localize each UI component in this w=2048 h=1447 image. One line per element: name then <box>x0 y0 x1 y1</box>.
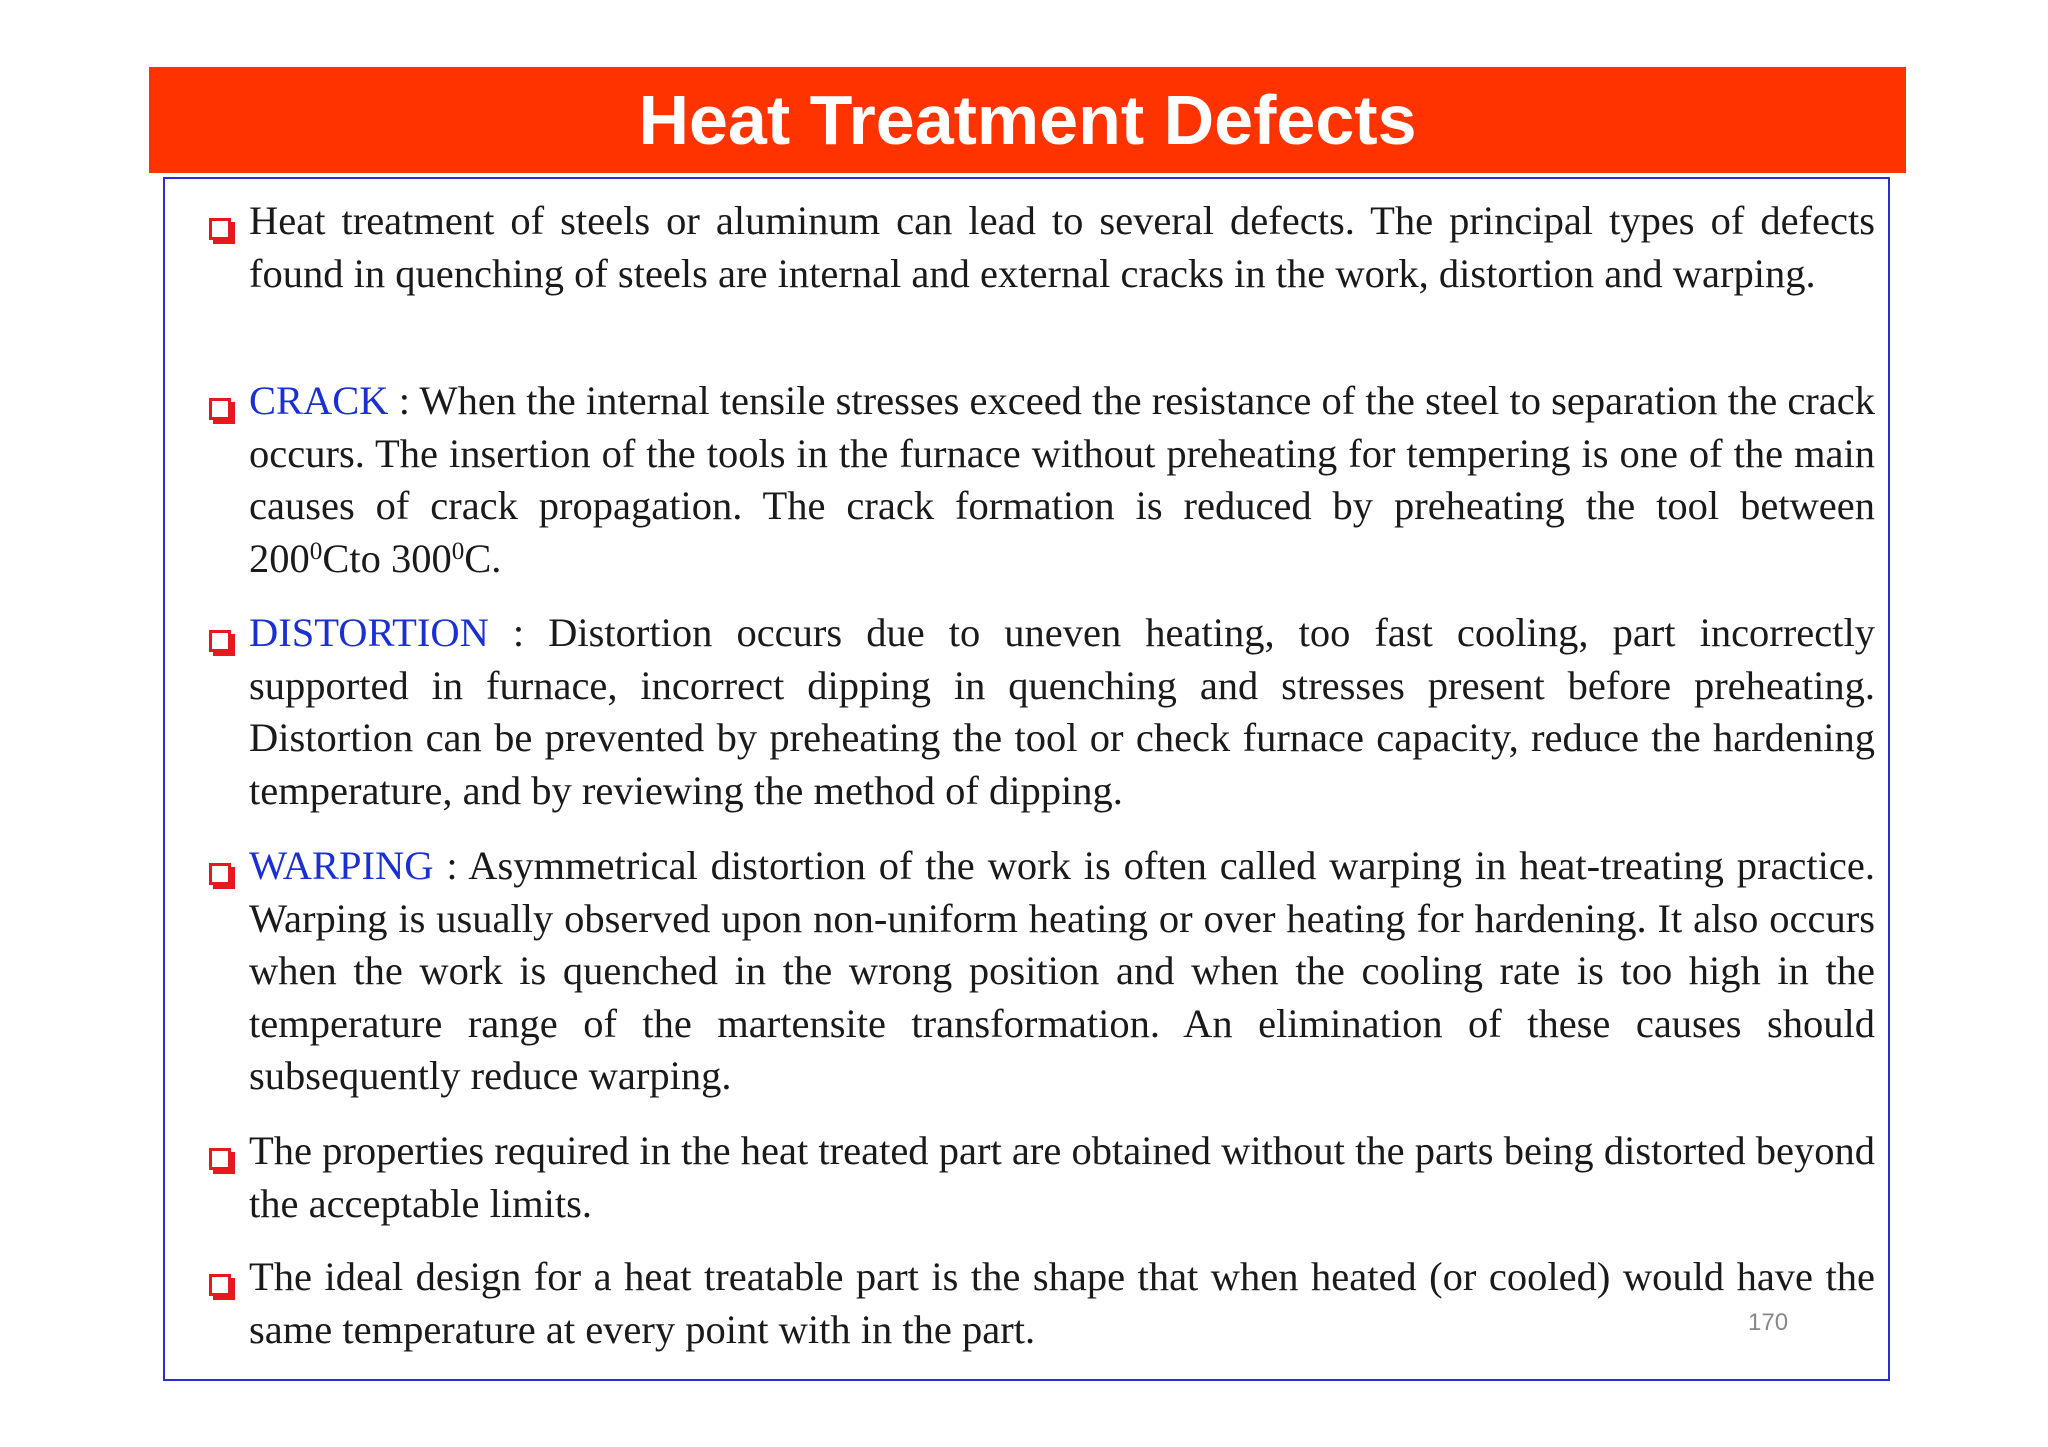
keyword-warping: WARPING <box>249 843 434 888</box>
square-bullet-icon <box>209 630 231 652</box>
paragraph-warping: WARPING : Asymmetrical distortion of the work is often called warping in heat-treating practice. Warping is usually observed upon non-uniform heating or over heating for hardening. It also occurs when the work is quenched in the wrong position and when the cooling rate is too high in the temperature range of the martensite transformation. An elimination of these causes should subsequently reduce warping. <box>249 843 1875 1099</box>
content-box <box>163 177 1890 1381</box>
square-bullet-icon <box>209 218 231 240</box>
keyword-distortion: DISTORTION <box>249 610 489 655</box>
square-bullet-icon <box>209 1274 231 1296</box>
square-bullet-icon <box>209 398 231 420</box>
paragraph-intro: Heat treatment of steels or aluminum can lead to several defects. The principal types of defects found in quenching of steels are internal and external cracks in the work, distortion and warping. <box>249 198 1875 296</box>
list-item-warping <box>185 840 1875 1103</box>
title-banner <box>149 67 1906 173</box>
paragraph-distortion: DISTORTION : Distortion occurs due to uneven heating, too fast cooling, part incorrectly supported in furnace, incorrect dipping in quenching and stresses present before preheating. Distortion can be prevented by preheating the tool or check furnace capacity, reduce the hardening temperature, and by reviewing the method of dipping. <box>249 610 1875 813</box>
keyword-crack: CRACK <box>249 378 389 423</box>
paragraph-crack: CRACK : When the internal tensile stresses exceed the resistance of the steel to separation the crack occurs. The insertion of the tools in the furnace without preheating for tempering is one of the main causes of crack propagation. The crack formation is reduced by preheating the tool between $200^0Cto$ $300^0C$. <box>249 378 1875 581</box>
square-bullet-icon <box>209 1148 231 1170</box>
page-number: 170 <box>1748 1309 1789 1336</box>
page-title: Heat Treatment Defects <box>638 81 1417 159</box>
list-item-crack <box>185 375 1875 585</box>
list-item-ideal-design <box>185 1251 1875 1356</box>
paragraph-ideal-design: The ideal design for a heat treatable part is the shape that when heated (or cooled) would have the same temperature at every point with in the part. <box>249 1254 1875 1352</box>
list-item-properties <box>185 1125 1875 1230</box>
square-bullet-icon <box>209 863 231 885</box>
list-item-distortion <box>185 607 1875 817</box>
list-item-intro <box>185 195 1875 300</box>
paragraph-properties: The properties required in the heat treated part are obtained without the parts being distorted beyond the acceptable limits. <box>249 1128 1875 1226</box>
